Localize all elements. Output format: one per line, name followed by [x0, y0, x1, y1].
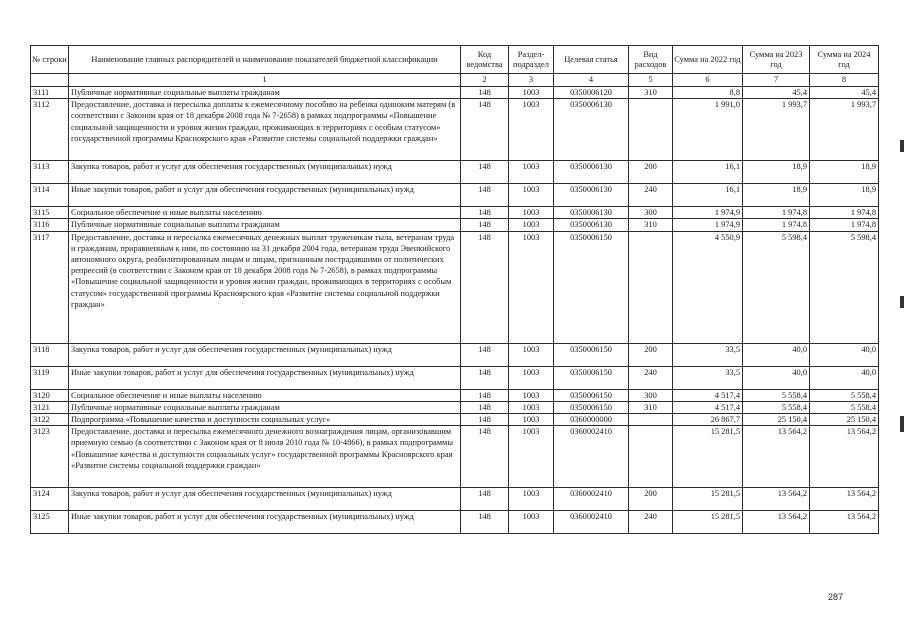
table-row	[31, 343, 879, 366]
sum-2024: 18,9	[810, 161, 879, 184]
sum-2024: 18,9	[810, 184, 879, 207]
row-number: 3124	[31, 488, 69, 511]
sum-2023: 5 558,4	[743, 401, 810, 413]
row-name: Закупка товаров, работ и услуг для обеспечения государственных (муниципальных) нужд	[69, 161, 461, 184]
row-number: 3121	[31, 401, 69, 413]
expense-type: 310	[629, 87, 673, 99]
sum-2023: 5 558,4	[743, 389, 810, 401]
header-department-code: Код ведомства	[461, 46, 509, 74]
expense-type: 310	[629, 219, 673, 231]
section-code: 1003	[509, 184, 554, 207]
department-code: 148	[461, 99, 509, 161]
table-row	[31, 366, 879, 389]
column-number: 1	[69, 74, 461, 87]
section-code: 1003	[509, 207, 554, 219]
section-code: 1003	[509, 426, 554, 488]
target-article: 0350006130	[554, 207, 629, 219]
table-row	[31, 99, 879, 161]
sum-2024: 13 564,2	[810, 426, 879, 488]
scan-edge-mark	[900, 416, 904, 432]
department-code: 148	[461, 184, 509, 207]
department-code: 148	[461, 401, 509, 413]
expense-type	[629, 231, 673, 343]
expense-type	[629, 414, 673, 426]
row-number: 3116	[31, 219, 69, 231]
expense-type	[629, 426, 673, 488]
column-number: 3	[509, 74, 554, 87]
sum-2024: 40,0	[810, 343, 879, 366]
row-number: 3122	[31, 414, 69, 426]
sum-2022: 15 281,5	[673, 426, 743, 488]
row-number: 3123	[31, 426, 69, 488]
row-name: Публичные нормативные социальные выплаты гражданам	[69, 219, 461, 231]
column-number: 2	[461, 74, 509, 87]
sum-2023: 45,4	[743, 87, 810, 99]
sum-2024: 13 564,2	[810, 488, 879, 511]
target-article: 0360000000	[554, 414, 629, 426]
row-name: Иные закупки товаров, работ и услуг для обеспечения государственных (муниципальных) нужд	[69, 184, 461, 207]
row-name: Предоставление, доставка и пересылка ежемесячных денежных выплат труженикам тыла, ветеранам труда и гражданам, приравненным к ним, по состоянию на 31 декабря 2004 года, ветеранам труда Эвенкийского автономного округа, реабилитированным лицам и лицам, признанным пострадавшими от политических репрессий (в соответствии с Законом края от 18 декабря 2008 года № 7-2658), в рамках подпрограммы «Повышение социальной защищенности и уровня жизни граждан, проживающих в территориях с особым статусом» государственной программы Красноярского края «Развитие системы социальной поддержки граждан»	[69, 231, 461, 343]
table-row	[31, 389, 879, 401]
table-row	[31, 426, 879, 488]
expense-type: 200	[629, 488, 673, 511]
section-code: 1003	[509, 488, 554, 511]
target-article: 0350006130	[554, 99, 629, 161]
header-sum-2023: Сумма на 2023 год	[743, 46, 810, 74]
row-number: 3113	[31, 161, 69, 184]
sum-2024: 40,0	[810, 366, 879, 389]
section-code: 1003	[509, 161, 554, 184]
sum-2023: 40,0	[743, 366, 810, 389]
department-code: 148	[461, 511, 509, 534]
column-number: 5	[629, 74, 673, 87]
table-row	[31, 401, 879, 413]
department-code: 148	[461, 161, 509, 184]
section-code: 1003	[509, 219, 554, 231]
expense-type: 240	[629, 366, 673, 389]
column-number: 4	[554, 74, 629, 87]
target-article: 0350006150	[554, 389, 629, 401]
row-number: 3119	[31, 366, 69, 389]
target-article: 0350006150	[554, 343, 629, 366]
budget-table	[30, 45, 879, 534]
sum-2023: 13 564,2	[743, 511, 810, 534]
section-code: 1003	[509, 366, 554, 389]
row-number: 3125	[31, 511, 69, 534]
scan-edge-mark	[900, 296, 904, 308]
sum-2023: 18,9	[743, 184, 810, 207]
table-row	[31, 184, 879, 207]
expense-type: 300	[629, 389, 673, 401]
table-row	[31, 414, 879, 426]
target-article: 0360002410	[554, 426, 629, 488]
department-code: 148	[461, 219, 509, 231]
header-name: Наименование главных распорядителей и наименование показателей бюджетной классификации	[69, 46, 461, 74]
sum-2022: 33,5	[673, 366, 743, 389]
sum-2023: 1 993,7	[743, 99, 810, 161]
sum-2024: 45,4	[810, 87, 879, 99]
row-number: 3114	[31, 184, 69, 207]
sum-2023: 13 564,2	[743, 488, 810, 511]
sum-2024: 5 598,4	[810, 231, 879, 343]
expense-type	[629, 99, 673, 161]
sum-2022: 15 281,5	[673, 488, 743, 511]
sum-2024: 5 558,4	[810, 401, 879, 413]
row-name: Социальное обеспечение и иные выплаты населению	[69, 207, 461, 219]
sum-2022: 1 974,9	[673, 207, 743, 219]
department-code: 148	[461, 87, 509, 99]
sum-2022: 8,8	[673, 87, 743, 99]
target-article: 0350006130	[554, 219, 629, 231]
header-sum-2022: Сумма на 2022 год	[673, 46, 743, 74]
column-number: 7	[743, 74, 810, 87]
row-number: 3117	[31, 231, 69, 343]
header-section: Раздел-подраздел	[509, 46, 554, 74]
row-number: 3120	[31, 389, 69, 401]
department-code: 148	[461, 231, 509, 343]
sum-2022: 4 550,9	[673, 231, 743, 343]
section-code: 1003	[509, 231, 554, 343]
table-row	[31, 161, 879, 184]
scan-edge-mark	[900, 140, 904, 152]
header-sum-2024: Сумма на 2024 год	[810, 46, 879, 74]
table-row	[31, 488, 879, 511]
table-row	[31, 207, 879, 219]
department-code: 148	[461, 366, 509, 389]
sum-2024: 1 974,8	[810, 207, 879, 219]
row-name: Публичные нормативные социальные выплаты гражданам	[69, 401, 461, 413]
sum-2022: 16,1	[673, 161, 743, 184]
sum-2022: 33,5	[673, 343, 743, 366]
header-row-number: № строки	[31, 46, 69, 74]
row-name: Социальное обеспечение и иные выплаты населению	[69, 389, 461, 401]
expense-type: 200	[629, 343, 673, 366]
expense-type: 200	[629, 161, 673, 184]
section-code: 1003	[509, 401, 554, 413]
sum-2022: 16,1	[673, 184, 743, 207]
sum-2024: 1 974,8	[810, 219, 879, 231]
target-article: 0350006150	[554, 231, 629, 343]
department-code: 148	[461, 343, 509, 366]
target-article: 0360002410	[554, 511, 629, 534]
sum-2023: 25 150,4	[743, 414, 810, 426]
sum-2024: 1 993,7	[810, 99, 879, 161]
row-name: Иные закупки товаров, работ и услуг для обеспечения государственных (муниципальных) нужд	[69, 366, 461, 389]
row-number: 3115	[31, 207, 69, 219]
target-article: 0350006130	[554, 161, 629, 184]
target-article: 0350006130	[554, 184, 629, 207]
target-article: 0350006150	[554, 401, 629, 413]
sum-2023: 1 974,8	[743, 219, 810, 231]
row-number: 3111	[31, 87, 69, 99]
column-number-row	[31, 74, 879, 87]
department-code: 148	[461, 488, 509, 511]
sum-2023: 18,9	[743, 161, 810, 184]
target-article: 0360002410	[554, 488, 629, 511]
section-code: 1003	[509, 99, 554, 161]
table-row	[31, 219, 879, 231]
table-body	[31, 87, 879, 534]
sum-2022: 1 991,0	[673, 99, 743, 161]
row-number: 3112	[31, 99, 69, 161]
section-code: 1003	[509, 511, 554, 534]
row-name: Предоставление, доставка и пересылка ежемесячного денежного вознаграждения лицам, организовавшим приемную семью (в соответствии с Законом края от 8 июля 2010 года № 10-4866), в рамках подпрограммы «Повышение качества и доступности социальных услуг» государственной программы Красноярского края «Развитие системы социальной поддержки граждан»	[69, 426, 461, 488]
column-number: 8	[810, 74, 879, 87]
expense-type: 310	[629, 401, 673, 413]
row-name: Закупка товаров, работ и услуг для обеспечения государственных (муниципальных) нужд	[69, 343, 461, 366]
section-code: 1003	[509, 87, 554, 99]
table-row	[31, 511, 879, 534]
page-number: 287	[828, 592, 844, 602]
column-number: 6	[673, 74, 743, 87]
table-header-row	[31, 46, 879, 74]
row-name: Публичные нормативные социальные выплаты гражданам	[69, 87, 461, 99]
sum-2022: 4 517,4	[673, 389, 743, 401]
sum-2024: 25 150,4	[810, 414, 879, 426]
sum-2022: 4 517,4	[673, 401, 743, 413]
sum-2024: 5 558,4	[810, 389, 879, 401]
table-row	[31, 87, 879, 99]
column-number	[31, 74, 69, 87]
department-code: 148	[461, 207, 509, 219]
sum-2023: 40,0	[743, 343, 810, 366]
header-target-article: Целевая статья	[554, 46, 629, 74]
table-row	[31, 231, 879, 343]
department-code: 148	[461, 389, 509, 401]
sum-2022: 15 281,5	[673, 511, 743, 534]
sum-2022: 1 974,9	[673, 219, 743, 231]
section-code: 1003	[509, 389, 554, 401]
sum-2024: 13 564,2	[810, 511, 879, 534]
sum-2023: 13 564,2	[743, 426, 810, 488]
department-code: 148	[461, 426, 509, 488]
target-article: 0350006150	[554, 366, 629, 389]
section-code: 1003	[509, 343, 554, 366]
expense-type: 240	[629, 511, 673, 534]
row-number: 3118	[31, 343, 69, 366]
sum-2022: 26 867,7	[673, 414, 743, 426]
row-name: Закупка товаров, работ и услуг для обеспечения государственных (муниципальных) нужд	[69, 488, 461, 511]
target-article: 0350006120	[554, 87, 629, 99]
row-name: Иные закупки товаров, работ и услуг для обеспечения государственных (муниципальных) нужд	[69, 511, 461, 534]
expense-type: 240	[629, 184, 673, 207]
row-name: Предоставление, доставка и пересылка доплаты к ежемесячному пособию на ребенка одиноким матерям (в соответствии с Законом края от 18 декабря 2008 года № 7-2658) в рамках подпрограммы «Повышение социальной защищенности и уровня жизни граждан, проживающих в территориях с особым статусом» государственной программы Красноярского края «Развитие системы социальной поддержки граждан»	[69, 99, 461, 161]
header-expense-type: Вид расходов	[629, 46, 673, 74]
sum-2023: 1 974,8	[743, 207, 810, 219]
sum-2023: 5 598,4	[743, 231, 810, 343]
expense-type: 300	[629, 207, 673, 219]
department-code: 148	[461, 414, 509, 426]
section-code: 1003	[509, 414, 554, 426]
row-name: Подпрограмма «Повышение качества и доступности социальных услуг»	[69, 414, 461, 426]
